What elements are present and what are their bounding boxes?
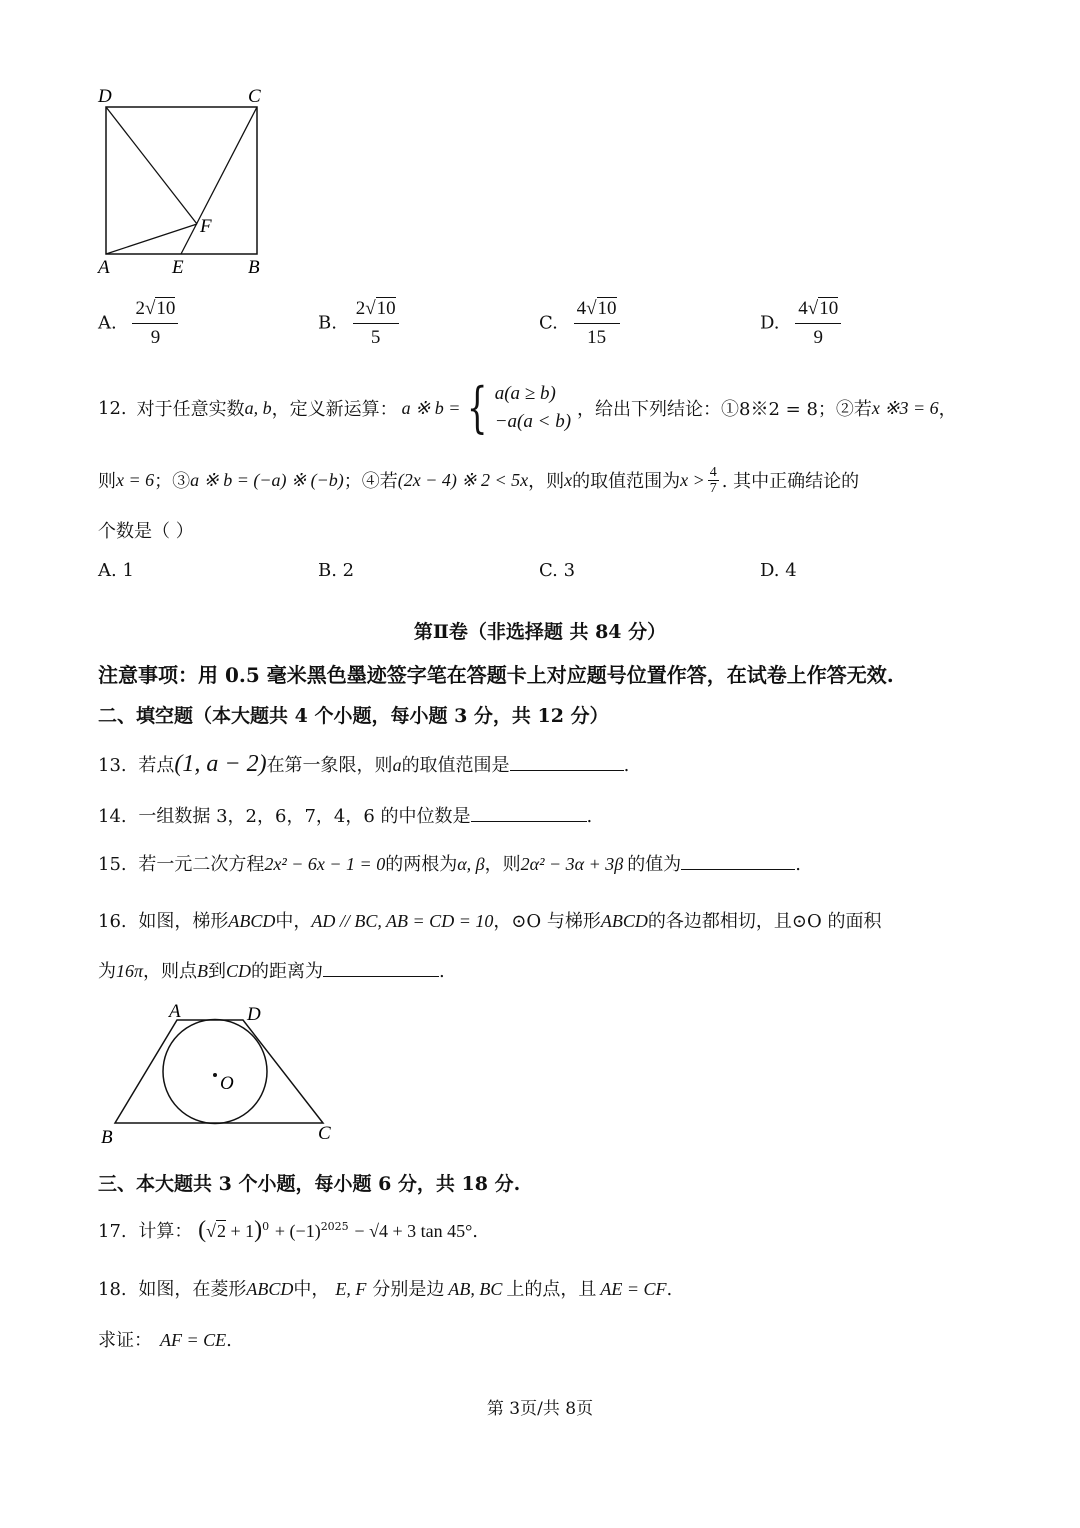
label-C: C (318, 1123, 331, 1144)
label-D: D (247, 1004, 261, 1025)
q11-option-c: C. $\frac{4√10}{15}$ (539, 298, 620, 349)
label-F: F (200, 216, 212, 237)
label-C: C (248, 86, 261, 107)
q11-option-d: D. $\frac{4√10}{9}$ (760, 298, 841, 349)
q13-answer-blank[interactable] (510, 752, 624, 771)
label-B: B (101, 1127, 113, 1148)
q12-option-c: C. 3 (539, 560, 576, 581)
q12-line3: 个数是（ ） (98, 521, 194, 542)
q14: 14. 一组数据 3，2，6，7，4，6 的中位数是 . (98, 802, 592, 828)
q13: 13. 若点(1, a − 2)在第一象限，则a的取值范围是 . (98, 751, 630, 777)
q12-number: 12. (98, 397, 127, 419)
q11-option-b: B. $\frac{2√10}{5}$ (318, 298, 399, 349)
square-figure (90, 80, 290, 280)
q18-prove: 求证： AF = CE. (98, 1330, 232, 1351)
q15-answer-blank[interactable] (681, 851, 795, 870)
q16-line1: 16. 如图，梯形ABCD中，AD // BC, AB = CD = 10，⊙O 与梯形ABCD的各边都相切，且⊙O 的面积 (98, 911, 882, 932)
section3-heading: 三、本大题共 3 个小题，每小题 6 分，共 18 分. (98, 1173, 521, 1195)
q18: 18. 如图，在菱形ABCD中， E, F 分别是边 AB, BC 上的点，且 AE = CF. (98, 1279, 673, 1300)
q12-option-d: D. 4 (760, 560, 797, 581)
q17: 17. 计算： $(√2 + 1)^0 + (-1)^{2025} - √4 + 3$ tan 45°. (98, 1217, 479, 1243)
section2-heading: 二、填空题（本大题共 4 个小题，每小题 3 分，共 12 分） (98, 705, 609, 727)
section2-notice: 注意事项：用 0.5 毫米黑色墨迹签字笔在答题卡上对应题号位置作答，在试卷上作答无效. (98, 663, 894, 687)
q16-line2: 为16π，则点B到CD的距离为 . (98, 957, 445, 983)
label-D: D (98, 86, 112, 107)
label-B: B (248, 257, 260, 278)
q12-line1: 12. 对于任意实数 a, b ，定义新运算： a ※ b = { a(a ≥ b) −a(a < b) ，给出下列结论：①8※2 = 8；②若 x ※3 = 6 ， (98, 376, 957, 439)
section2-title: 第Ⅱ卷（非选择题 共 84 分） (413, 621, 667, 643)
q12-line2: 则 x = 6 ；③ a ※ b = (−a) ※ (−b) ；④若 (2x − 4) ※ 2 < 5x ，则 x 的取值范围为 x > $\frac{4}{7}$ . 其中正确结论的 (98, 464, 860, 496)
q12-option-b: B. 2 (318, 560, 355, 581)
label-A: A (169, 1001, 181, 1022)
label-A: A (98, 257, 110, 278)
q16-answer-blank[interactable] (323, 958, 439, 977)
q12-option-a: A. 1 (98, 560, 134, 581)
q14-answer-blank[interactable] (471, 803, 587, 822)
piecewise-brace: { (467, 376, 488, 439)
trapezoid-figure (95, 998, 345, 1153)
q15: 15. 若一元二次方程2x² − 6x − 1 = 0的两根为α, β，则2α² − 3α + 3β 的值为 . (98, 850, 801, 876)
center-point (213, 1073, 217, 1077)
page-footer: 第 3页/共 8页 (486, 1399, 594, 1419)
label-O: O (220, 1073, 234, 1094)
q11-option-a: A. $\frac{2√10}{9}$ (98, 298, 178, 349)
label-E: E (172, 257, 184, 278)
